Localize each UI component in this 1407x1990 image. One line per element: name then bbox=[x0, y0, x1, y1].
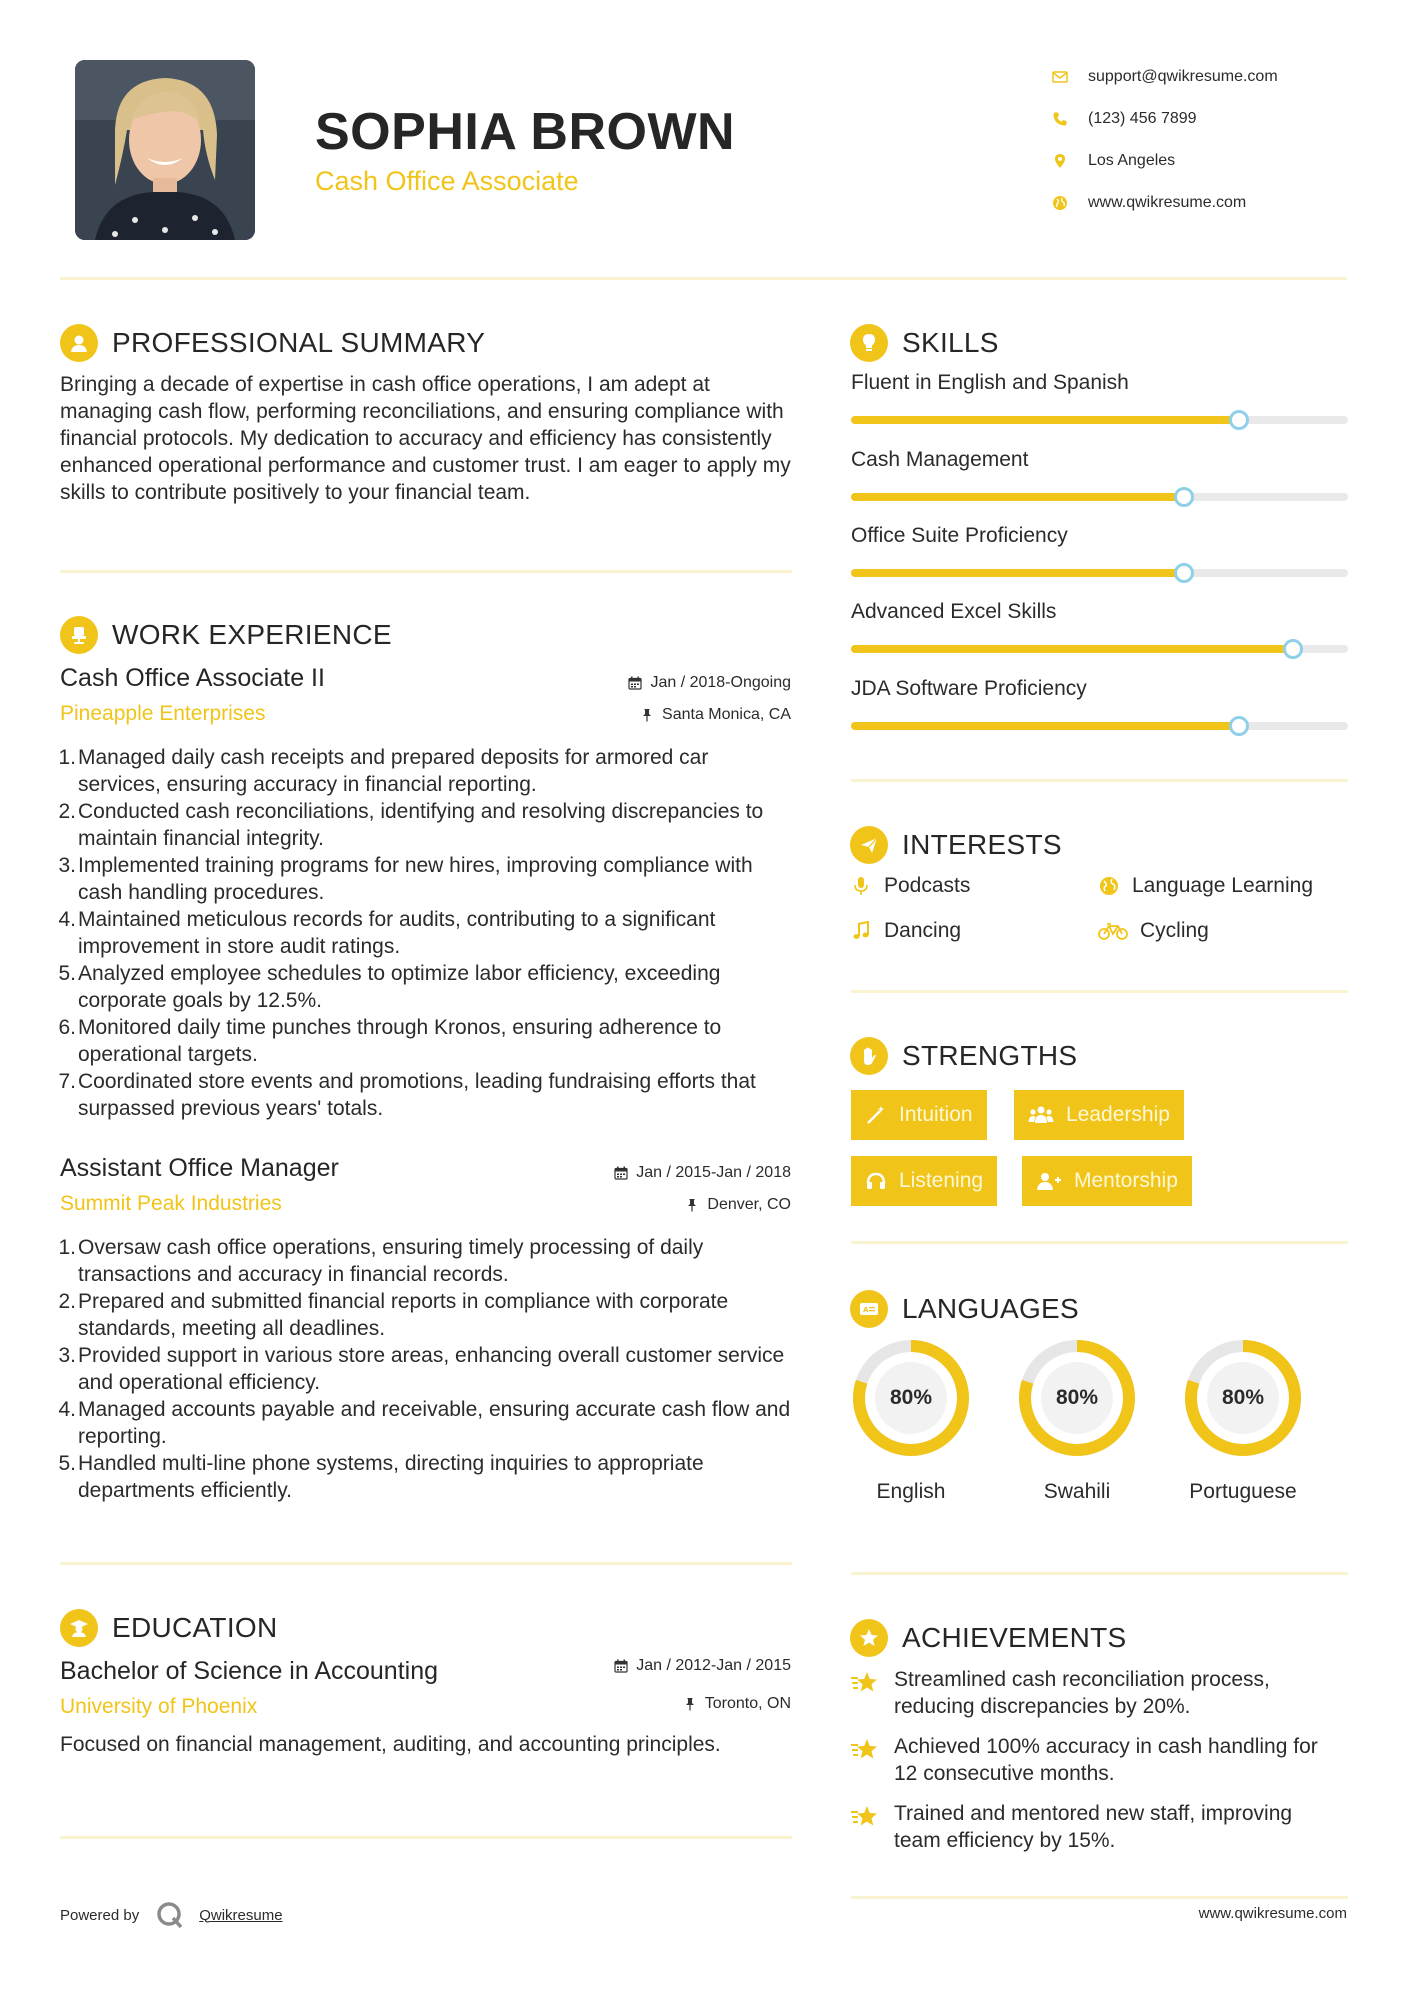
svg-text:A: A bbox=[863, 1306, 869, 1314]
skill-label: Office Suite Proficiency bbox=[851, 524, 1068, 547]
language-name: Swahili bbox=[1043, 1480, 1111, 1503]
strengths-heading bbox=[850, 1036, 1077, 1076]
interest-item bbox=[1098, 874, 1313, 898]
calendar-icon bbox=[628, 676, 642, 690]
education-location bbox=[683, 1695, 791, 1713]
candidate-name: SOPHIA BROWN bbox=[315, 103, 736, 161]
work-heading-text: WORK EXPERIENCE bbox=[112, 619, 392, 650]
list-item: 5. Analyzed employee schedules to optimize labor efficiency, exceeding corporate goals by 12.5%. bbox=[58, 962, 721, 1012]
job-company: Summit Peak Industries bbox=[60, 1192, 282, 1215]
achievements-heading-text: ACHIEVEMENTS bbox=[902, 1622, 1127, 1653]
globe-icon bbox=[1098, 875, 1120, 897]
list-item: 3. Implemented training programs for new hires, improving compliance with cash handling procedures. bbox=[58, 854, 753, 904]
strengths-heading-text: STRENGTHS bbox=[902, 1040, 1078, 1071]
interest-item bbox=[1098, 919, 1209, 943]
candidate-title: Cash Office Associate bbox=[315, 166, 579, 196]
footer-powered-by bbox=[60, 1900, 283, 1930]
education-heading bbox=[60, 1608, 278, 1648]
job-location bbox=[685, 1196, 791, 1214]
interests-heading-text: INTERESTS bbox=[902, 829, 1062, 860]
language-item bbox=[1015, 1336, 1139, 1505]
user-plus-icon bbox=[1036, 1170, 1062, 1192]
calendar-icon bbox=[614, 1166, 628, 1180]
globe-icon bbox=[1052, 195, 1068, 211]
users-icon bbox=[1028, 1104, 1054, 1126]
envelope-icon bbox=[1052, 69, 1068, 85]
contact-email-text: support@qwikresume.com bbox=[1088, 68, 1278, 85]
list-item: 1. Managed daily cash receipts and prepared deposits for armored car services, ensuring accuracy in financial reporting. bbox=[58, 746, 709, 796]
strength-tag bbox=[851, 1090, 987, 1140]
skill-bar-knob[interactable] bbox=[1229, 410, 1249, 430]
language-percent: 80% bbox=[1055, 1386, 1099, 1409]
calendar-icon bbox=[614, 1659, 628, 1673]
job-bullets bbox=[56, 1234, 796, 1504]
music-note-icon bbox=[850, 920, 872, 942]
skill-bar-knob[interactable] bbox=[1229, 716, 1249, 736]
summary-heading bbox=[60, 323, 485, 363]
language-item bbox=[1181, 1336, 1305, 1505]
list-item: 4. Managed accounts payable and receivable, ensuring accurate cash flow and reporting. bbox=[58, 1398, 791, 1448]
languages-divider bbox=[851, 1572, 1348, 1575]
achievement-text: Achieved 100% accuracy in cash handling for 12 consecutive months. bbox=[894, 1735, 1318, 1785]
skill-bar-fill bbox=[851, 493, 1184, 501]
skill-bar-fill bbox=[851, 722, 1239, 730]
interests-heading bbox=[850, 825, 1062, 865]
qwikresume-link[interactable]: Qwikresume bbox=[199, 1906, 283, 1924]
pushpin-icon bbox=[685, 1198, 699, 1212]
list-item: 6. Monitored daily time punches through Kronos, ensuring adherence to operational targets. bbox=[58, 1016, 722, 1066]
strengths-divider bbox=[851, 1241, 1348, 1244]
achievement-text: Streamlined cash reconciliation process, reducing discrepancies by 20%. bbox=[894, 1668, 1270, 1718]
strength-label: Intuition bbox=[899, 1103, 973, 1126]
location-pin-icon bbox=[1052, 153, 1068, 169]
education-dates bbox=[614, 1657, 791, 1675]
interest-label: Podcasts bbox=[884, 874, 971, 897]
achievements-divider bbox=[851, 1896, 1348, 1899]
skill-bar-knob[interactable] bbox=[1174, 563, 1194, 583]
achievement-item bbox=[850, 1733, 1334, 1787]
strength-label: Mentorship bbox=[1074, 1169, 1178, 1192]
interest-item bbox=[850, 919, 961, 943]
language-percent: 80% bbox=[889, 1386, 933, 1409]
contact-list bbox=[1052, 56, 1372, 224]
skill-bar bbox=[851, 493, 1348, 501]
list-item: 3. Provided support in various store areas, enhancing overall customer service and operational efficiency. bbox=[58, 1344, 785, 1394]
skill-bar-fill bbox=[851, 569, 1184, 577]
contact-location bbox=[1052, 140, 1372, 182]
achievement-item bbox=[850, 1800, 1334, 1854]
list-item: 1. Oversaw cash office operations, ensuring timely processing of daily transactions and accuracy in financial records. bbox=[58, 1236, 704, 1286]
job-dates-text: Jan / 2018-Ongoing bbox=[650, 674, 791, 691]
profile-photo bbox=[75, 60, 255, 240]
skill-bar-fill bbox=[851, 645, 1293, 653]
contact-phone[interactable] bbox=[1052, 98, 1372, 140]
graduate-icon bbox=[60, 1609, 98, 1647]
skill-bar-knob[interactable] bbox=[1174, 487, 1194, 507]
list-item: 5. Handled multi-line phone systems, directing inquiries to appropriate departments efficiently. bbox=[58, 1452, 704, 1502]
strength-tag bbox=[851, 1156, 997, 1206]
user-icon bbox=[60, 324, 98, 362]
star-icon bbox=[850, 1802, 880, 1832]
star-icon bbox=[850, 1668, 880, 1698]
list-item: 7. Coordinated store events and promotions, leading fundraising efforts that surpassed previous years' totals. bbox=[58, 1070, 756, 1120]
bicycle-icon bbox=[1098, 920, 1128, 942]
interest-label: Dancing bbox=[884, 919, 962, 942]
language-percent: 80% bbox=[1221, 1386, 1265, 1409]
strength-label: Leadership bbox=[1066, 1103, 1170, 1126]
job-title: Assistant Office Manager bbox=[60, 1154, 339, 1182]
degree-title: Bachelor of Science in Accounting bbox=[60, 1657, 439, 1685]
strength-tag bbox=[1022, 1156, 1192, 1206]
contact-email[interactable] bbox=[1052, 56, 1372, 98]
skill-bar bbox=[851, 645, 1348, 653]
strength-label: Listening bbox=[899, 1169, 984, 1192]
qwikresume-logo-icon bbox=[155, 1900, 185, 1930]
education-location-text: Toronto, ON bbox=[704, 1695, 791, 1712]
skills-heading bbox=[850, 323, 999, 363]
skill-label: JDA Software Proficiency bbox=[851, 677, 1087, 700]
interest-label: Cycling bbox=[1140, 919, 1209, 942]
skill-label: Fluent in English and Spanish bbox=[851, 371, 1129, 394]
pushpin-icon bbox=[640, 708, 654, 722]
languages-heading-text: LANGUAGES bbox=[902, 1293, 1079, 1324]
achievement-item bbox=[850, 1666, 1334, 1720]
language-item bbox=[849, 1336, 973, 1505]
skills-divider bbox=[851, 779, 1348, 782]
job-dates bbox=[614, 1164, 791, 1182]
powered-by-text: Powered by bbox=[60, 1906, 140, 1924]
language-icon bbox=[850, 1290, 888, 1328]
work-divider bbox=[60, 1562, 792, 1565]
list-item: 2. Prepared and submitted financial reports in compliance with corporate standards, meeting all deadlines. bbox=[58, 1290, 729, 1340]
magic-wand-icon bbox=[865, 1104, 887, 1126]
job-bullets bbox=[56, 744, 796, 1122]
pushpin-icon bbox=[683, 1697, 697, 1711]
job-location-text: Denver, CO bbox=[707, 1196, 791, 1213]
job-dates bbox=[628, 674, 791, 692]
skill-label: Cash Management bbox=[851, 448, 1029, 471]
summary-text: Bringing a decade of expertise in cash office operations, I am adept at managing cash flow, performing reconciliations, and ensuring compliance with financial protocols. My dedication to accuracy and efficiency has consistently enhanced operational performance and customer trust. I am eager to apply my skills to contribute positively to your financial team. bbox=[60, 373, 791, 504]
school-name: University of Phoenix bbox=[60, 1695, 258, 1718]
skills-heading-text: SKILLS bbox=[902, 327, 999, 358]
contact-phone-text: (123) 456 7899 bbox=[1088, 110, 1197, 127]
education-dates-text: Jan / 2012-Jan / 2015 bbox=[636, 1657, 791, 1674]
star-badge-icon bbox=[850, 1619, 888, 1657]
job-dates-text: Jan / 2015-Jan / 2018 bbox=[636, 1164, 791, 1181]
job-location-text: Santa Monica, CA bbox=[662, 706, 791, 723]
interest-label: Language Learning bbox=[1132, 874, 1314, 897]
achievements-heading bbox=[850, 1618, 1127, 1658]
languages-heading bbox=[850, 1289, 1079, 1329]
skill-bar bbox=[851, 722, 1348, 730]
lightbulb-icon bbox=[850, 324, 888, 362]
headphones-icon bbox=[865, 1170, 887, 1192]
contact-website[interactable] bbox=[1052, 182, 1372, 224]
summary-heading-text: PROFESSIONAL SUMMARY bbox=[112, 327, 486, 358]
language-name: English bbox=[876, 1480, 946, 1503]
job-location bbox=[640, 706, 791, 724]
interest-item bbox=[850, 874, 970, 898]
skill-bar bbox=[851, 416, 1348, 424]
star-icon bbox=[850, 1735, 880, 1765]
skill-bar-knob[interactable] bbox=[1283, 639, 1303, 659]
work-heading bbox=[60, 615, 392, 655]
phone-icon bbox=[1052, 111, 1068, 127]
education-divider bbox=[60, 1836, 792, 1839]
footer-website[interactable]: www.qwikresume.com bbox=[1198, 1905, 1347, 1922]
education-heading-text: EDUCATION bbox=[112, 1612, 278, 1643]
achievement-text: Trained and mentored new staff, improving team efficiency by 15%. bbox=[894, 1802, 1293, 1852]
skill-bar bbox=[851, 569, 1348, 577]
job-company: Pineapple Enterprises bbox=[60, 702, 266, 725]
contact-website-text: www.qwikresume.com bbox=[1088, 194, 1247, 211]
hand-icon bbox=[850, 1037, 888, 1075]
briefcase-chair-icon bbox=[60, 616, 98, 654]
strength-tag bbox=[1014, 1090, 1184, 1140]
interests-divider bbox=[851, 990, 1348, 993]
skill-bar-fill bbox=[851, 416, 1239, 424]
contact-location-text: Los Angeles bbox=[1088, 152, 1176, 169]
job-title: Cash Office Associate II bbox=[60, 664, 325, 692]
skill-label: Advanced Excel Skills bbox=[851, 600, 1057, 623]
header-divider bbox=[60, 277, 1347, 280]
list-item: 2. Conducted cash reconciliations, identifying and resolving discrepancies to maintain financial integrity. bbox=[58, 800, 764, 850]
summary-divider bbox=[60, 570, 792, 573]
microphone-icon bbox=[850, 875, 872, 897]
education-text: Focused on financial management, auditing, and accounting principles. bbox=[60, 1733, 721, 1756]
language-name: Portuguese bbox=[1189, 1480, 1297, 1503]
list-item: 4. Maintained meticulous records for audits, contributing to a significant improvement in store audit ratings. bbox=[58, 908, 716, 958]
paper-plane-icon bbox=[850, 826, 888, 864]
